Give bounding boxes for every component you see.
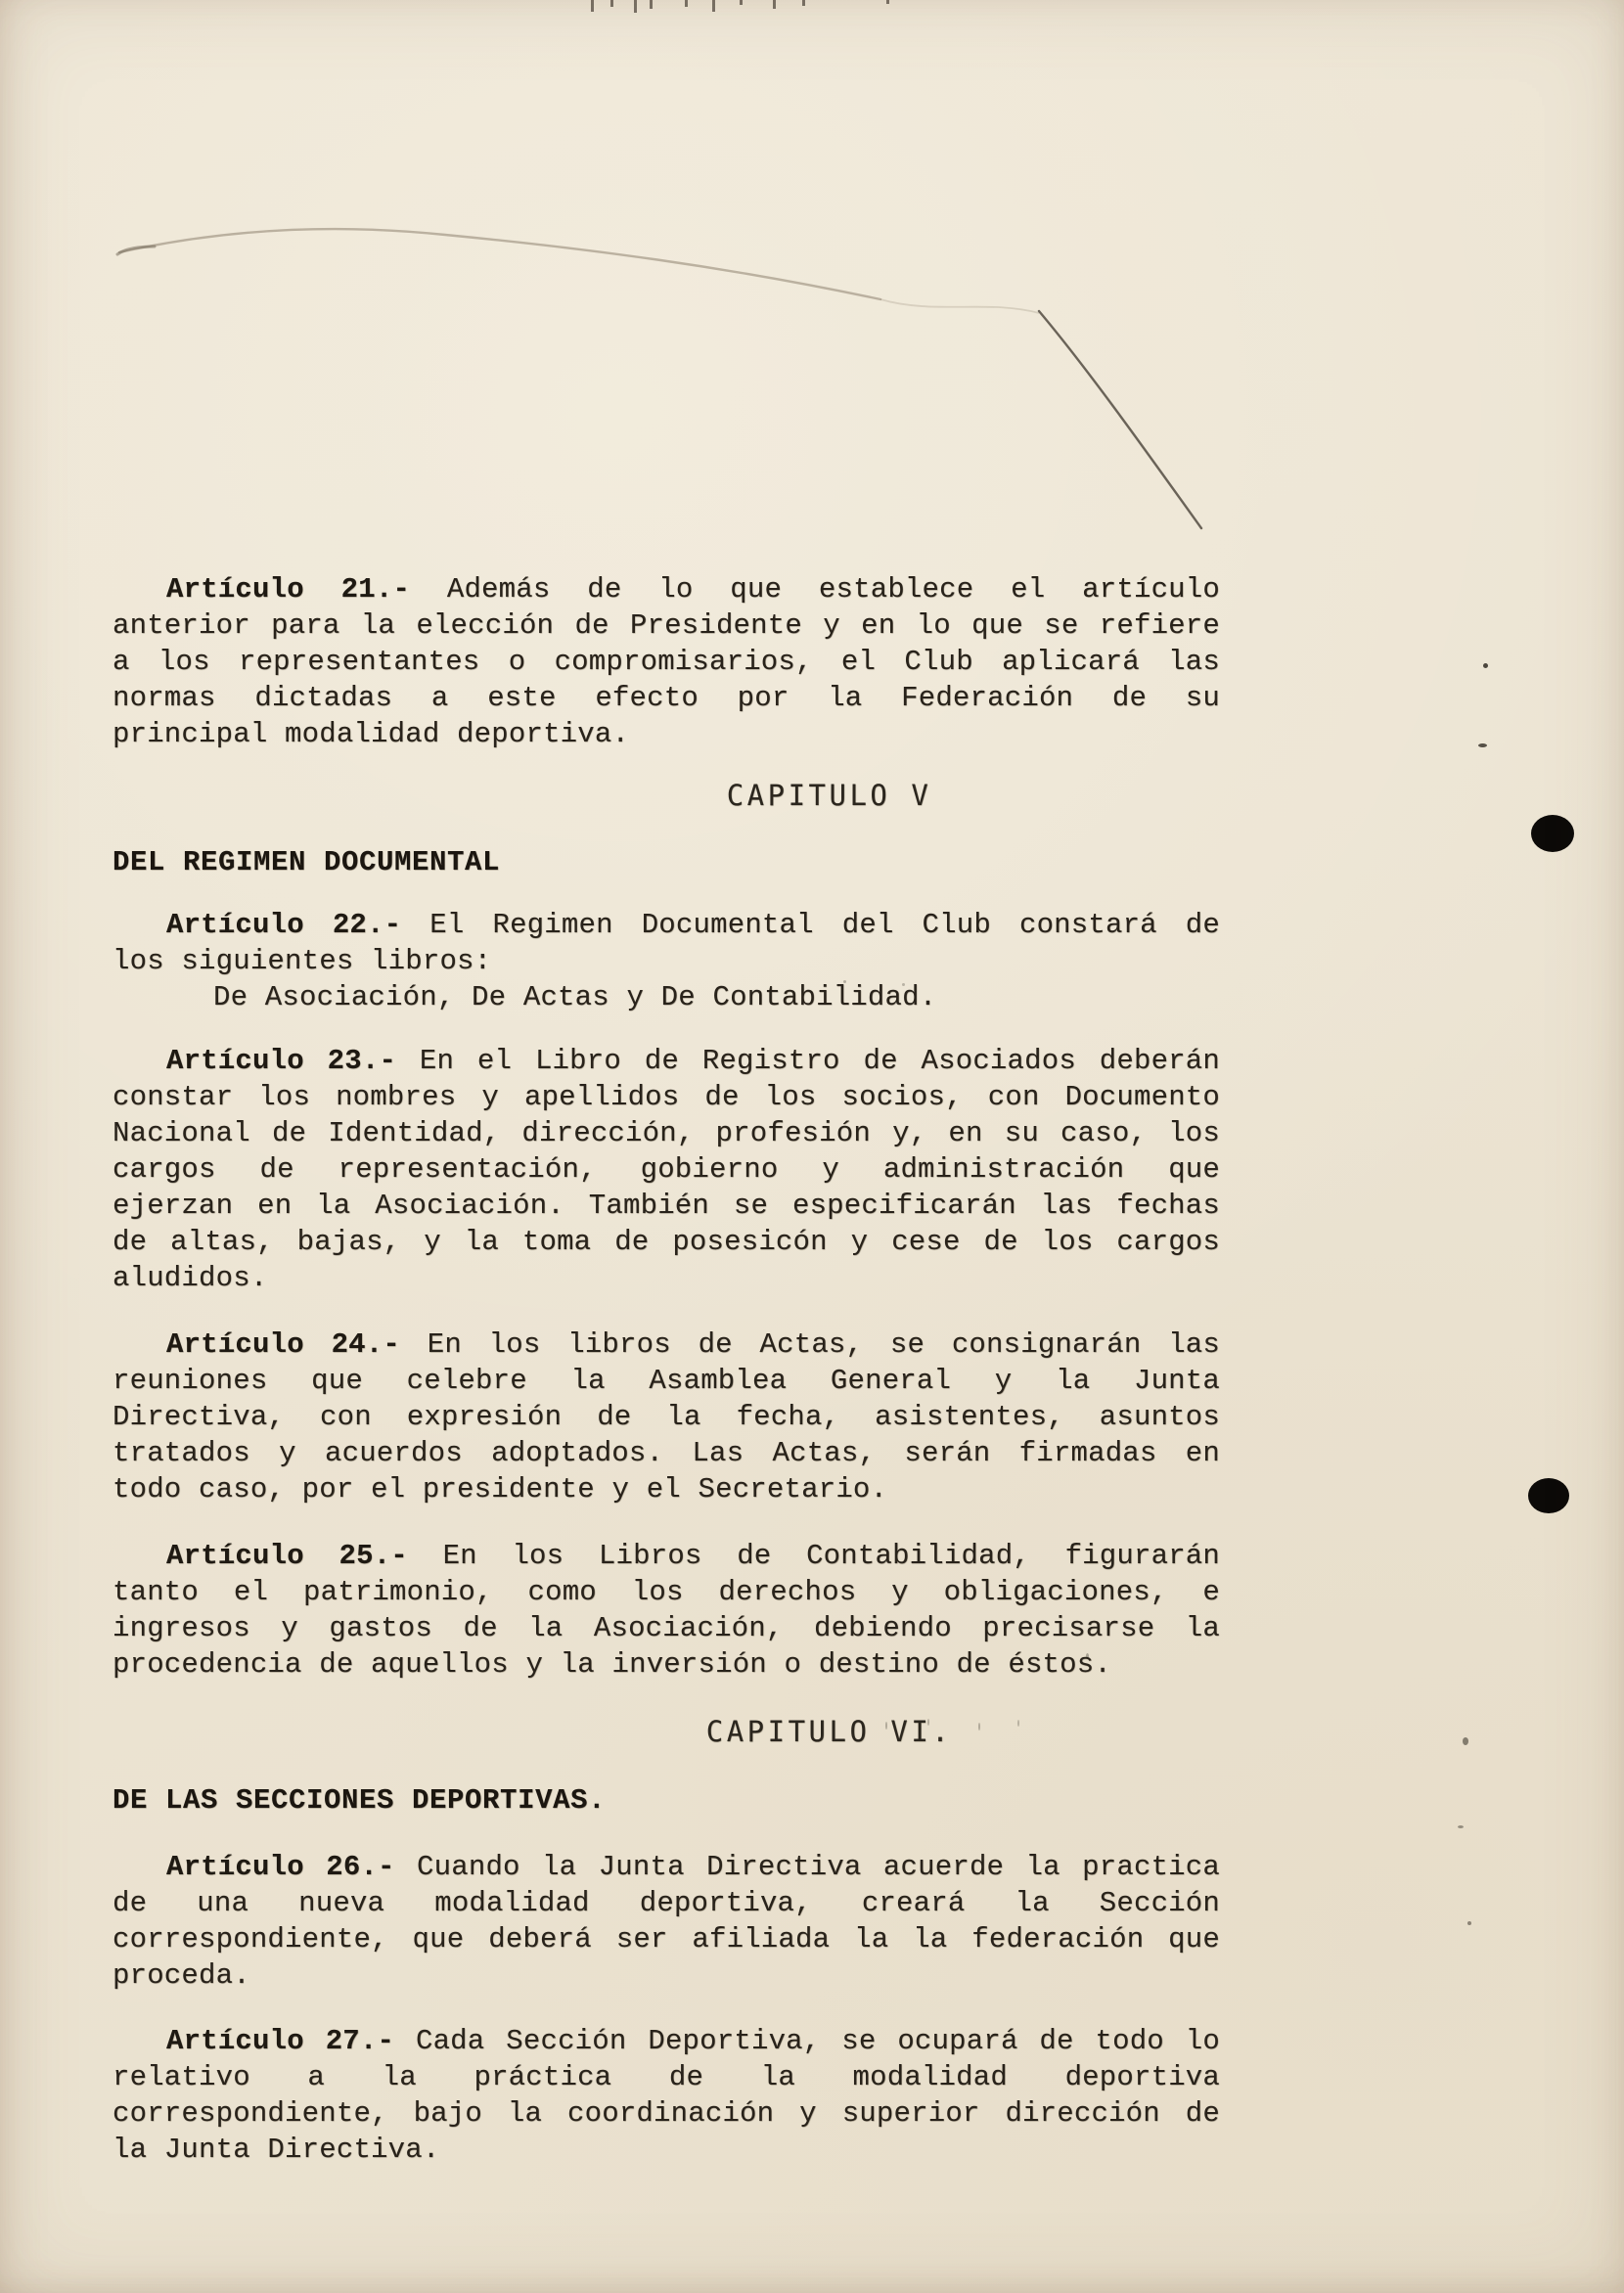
article-label: Artículo 27.- xyxy=(166,2025,395,2057)
top-edge-mark xyxy=(802,0,805,6)
top-edge-mark xyxy=(591,0,594,12)
text-line: Directiva, con expresión de la fecha, asistentes, asuntos xyxy=(113,1401,1220,1433)
top-edge-mark xyxy=(610,0,613,7)
top-edge-mark xyxy=(886,0,889,4)
text-line: correspondiente, bajo la coordinación y superior dirección de xyxy=(113,2097,1220,2130)
paragraph-articulo-25 xyxy=(113,1538,1220,1683)
text-line: Artículo 21.- Además de lo que establece el artículo xyxy=(166,573,1220,606)
text-line: de una nueva modalidad deportiva, creará la Sección xyxy=(113,1887,1220,1919)
text-line: ejerzan en la Asociación. También se especificarán las fechas xyxy=(113,1190,1220,1222)
heading-secciones-deportivas: DE LAS SECCIONES DEPORTIVAS. xyxy=(113,1784,607,1817)
text-line: Nacional de Identidad, dirección, profesión y, en su caso, los xyxy=(113,1117,1220,1149)
paragraph-articulo-24 xyxy=(113,1326,1220,1507)
ink-speck xyxy=(1478,743,1487,747)
text-line: reuniones que celebre la Asamblea General y la Junta xyxy=(113,1365,1220,1397)
top-edge-mark xyxy=(650,0,653,9)
text-line: de altas, bajas, y la toma de posesicón y cese de los cargos xyxy=(113,1226,1220,1258)
text-line: relativo a la práctica de la modalidad deportiva xyxy=(113,2061,1220,2093)
text-line: tanto el patrimonio, como los derechos y obligaciones, e xyxy=(113,1576,1220,1608)
article-label: Artículo 26.- xyxy=(166,1851,395,1883)
top-edge-mark xyxy=(685,0,688,7)
top-edge-mark xyxy=(740,0,743,5)
text-line: cargos de representación, gobierno y administración que xyxy=(113,1153,1220,1186)
top-edge-mark xyxy=(712,0,715,12)
text-line: la Junta Directiva. xyxy=(113,2134,440,2166)
article-label: Artículo 25.- xyxy=(166,1540,408,1572)
article-label: Artículo 21.- xyxy=(166,573,411,606)
text-line: Artículo 26.- Cuando la Junta Directiva acuerde la practica xyxy=(166,1851,1220,1883)
text-line: Artículo 27.- Cada Sección Deportiva, se ocupará de todo lo xyxy=(166,2025,1220,2057)
paragraph-articulo-22 xyxy=(113,907,1220,1015)
text-line: De Asociación, De Actas y De Contabilidad. xyxy=(213,981,937,1013)
text-line: anterior para la elección de Presidente y en lo que se refiere xyxy=(113,609,1220,642)
text-line: Artículo 24.- En los libros de Actas, se consignarán las xyxy=(166,1328,1220,1361)
text-line: constar los nombres y apellidos de los socios, con Documento xyxy=(113,1081,1220,1113)
paragraph-articulo-27 xyxy=(113,2023,1220,2168)
text-line: correspondiente, que deberá ser afiliada la la federación que xyxy=(113,1923,1220,1956)
ink-speck xyxy=(1483,663,1488,668)
text-line: Artículo 23.- En el Libro de Registro de Asociados deberán xyxy=(166,1045,1220,1077)
text-line: procedencia de aquellos y la inversión o destino de éstos. xyxy=(113,1648,1111,1681)
text-line: a los representantes o compromisarios, el Club aplicará las xyxy=(113,646,1220,678)
paragraph-articulo-21 xyxy=(113,571,1220,752)
text-line: ingresos y gastos de la Asociación, debiendo precisarse la xyxy=(113,1612,1220,1644)
text-line: Artículo 25.- En los Libros de Contabilidad, figurarán xyxy=(166,1540,1220,1572)
text-line: aludidos. xyxy=(113,1262,268,1294)
text-line: tratados y acuerdos adoptados. Las Actas, serán firmadas en xyxy=(113,1437,1220,1469)
text-line: proceda. xyxy=(113,1959,250,1992)
punch-hole-dot xyxy=(1528,1478,1569,1513)
punch-hole-dot xyxy=(1531,815,1574,852)
text-line: los siguientes libros: xyxy=(113,945,492,977)
article-label: Artículo 24.- xyxy=(166,1328,400,1361)
ink-speck xyxy=(1467,1921,1471,1925)
heading-regimen-documental: DEL REGIMEN DOCUMENTAL xyxy=(113,846,501,878)
article-label: Artículo 23.- xyxy=(166,1045,397,1077)
heading-capitulo-v: CAPITULO V xyxy=(726,779,932,812)
text-line: principal modalidad deportiva. xyxy=(113,718,630,750)
text-line: todo caso, por el presidente y el Secretario. xyxy=(113,1473,888,1506)
top-edge-mark xyxy=(773,0,776,9)
top-edge-mark xyxy=(634,0,637,13)
paragraph-articulo-23 xyxy=(113,1043,1220,1296)
paragraph-articulo-26 xyxy=(113,1849,1220,1994)
ink-speck xyxy=(1458,1825,1464,1828)
text-line: Artículo 22.- El Regimen Documental del Club constará de xyxy=(166,909,1220,941)
text-line: normas dictadas a este efecto por la Federación de su xyxy=(113,682,1220,714)
article-label: Artículo 22.- xyxy=(166,909,402,941)
heading-capitulo-vi: CAPITULO VI. xyxy=(705,1715,953,1748)
